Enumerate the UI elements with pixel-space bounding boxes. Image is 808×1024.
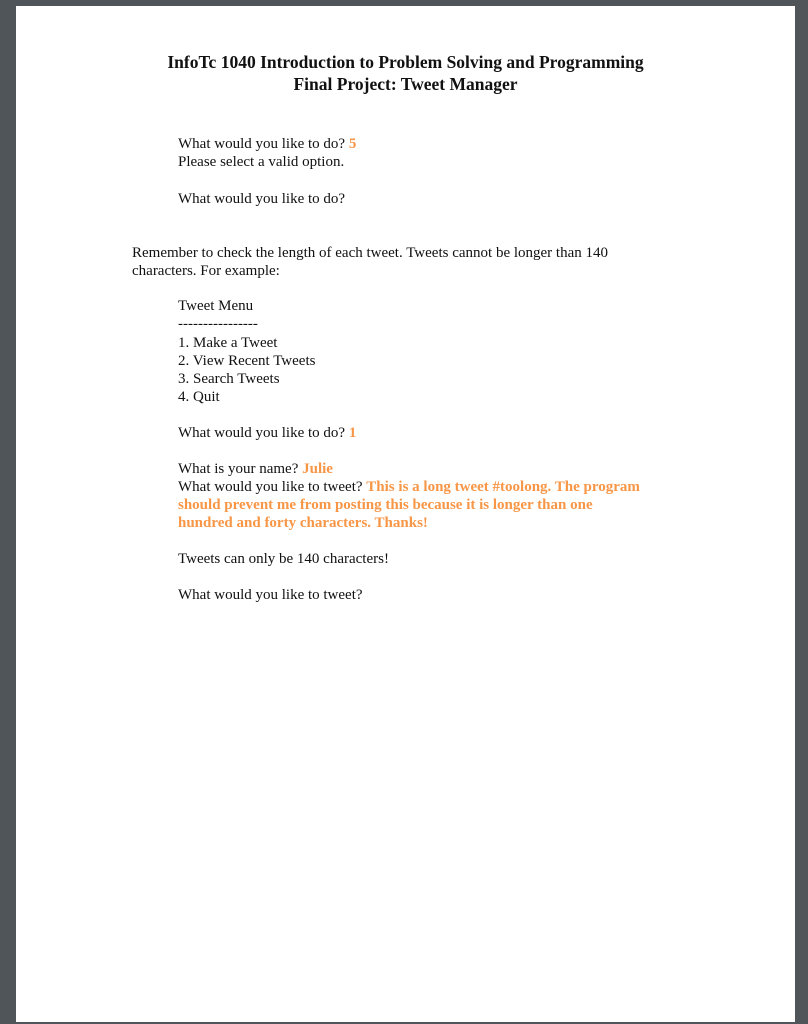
menu-option: 3. Search Tweets [178,371,280,387]
prompt-text: What would you like to tweet? [178,587,363,603]
console-line [178,135,356,153]
prompt-text: What would you like to do? [178,191,346,207]
menu-option: 1. Make a Tweet [178,335,278,351]
prompt-text: What would you like to do? [178,425,346,441]
menu-title: Tweet Menu [178,298,254,314]
user-input: hundred and forty characters. Thanks! [178,515,428,531]
console-line [178,478,640,496]
console-line [178,424,356,442]
user-input: 1 [348,425,357,441]
menu-option: 4. Quit [178,389,220,405]
paragraph-line-1: Remember to check the length of each tweet. Tweets cannot be longer than 140 [132,245,609,261]
error-message: Please select a valid option. [178,154,345,170]
user-input: 5 [348,136,357,152]
user-input: This is a long tweet #toolong. The program [366,479,640,495]
prompt-text: What would you like to do? [178,136,346,152]
menu-option: 2. View Recent Tweets [178,353,316,369]
menu-divider: ---------------- [178,316,258,332]
prompt-text: What would you like to tweet? [178,479,363,495]
user-input: should prevent me from posting this because it is longer than one [178,497,593,513]
error-message: Tweets can only be 140 characters! [178,551,389,567]
prompt-text: What is your name? [178,461,299,477]
title-line-2: Final Project: Tweet Manager [293,74,518,94]
title-line-1: InfoTc 1040 Introduction to Problem Solving and Programming [167,52,644,72]
console-line [178,460,333,478]
paragraph-line-2: characters. For example: [132,263,280,279]
document-page [16,6,795,1022]
user-input: Julie [302,461,333,477]
